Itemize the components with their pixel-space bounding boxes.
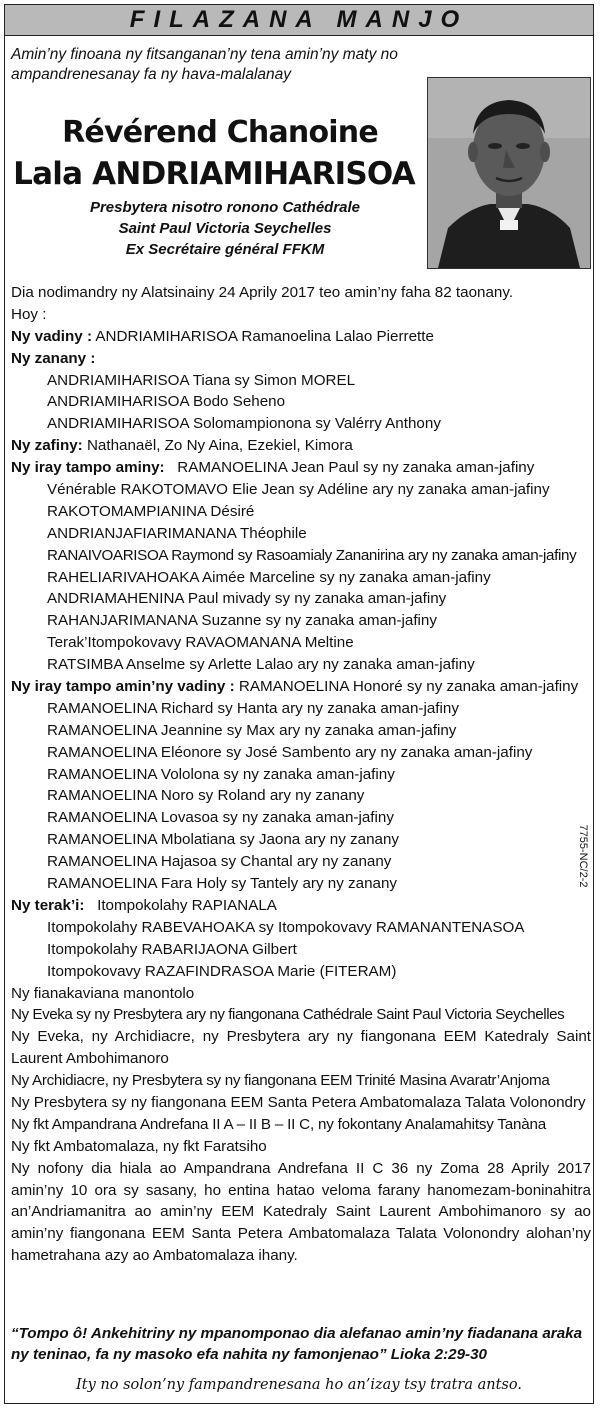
child-item: ANDRIAMIHARISOA Bodo Seheno	[47, 393, 286, 411]
spouse-sibling-item: RAMANOELINA Fara Holy sy Tantely ary ny zanany	[47, 875, 398, 893]
intro-text: Amin’ny finoana ny fitsanganan’ny tena amin’ny maty no ampandrenesanay fa ny hava-malalanay	[11, 46, 398, 83]
closing-line: Ny Archidiacre, ny Presbytera sy ny fiangonana EEM Trinité Masina Avaratr’Anjoma	[11, 1072, 550, 1090]
portrait-image	[428, 78, 590, 268]
spouse-sibling-item: RAMANOELINA Hajasoa sy Chantal ary ny zanany	[47, 853, 392, 871]
sibling-item: RAHANJARIMANANA Suzanne sy ny zanaka aman-jafiny	[47, 612, 437, 630]
siblings-label: Ny iray tampo aminy:	[11, 459, 165, 477]
children-label: Ny zanany :	[11, 349, 96, 367]
spouse-sibling-item: RAMANOELINA Vololona sy ny zanaka aman-jafiny	[47, 765, 395, 783]
spouse-sibling-item: RAMANOELINA Jeannine sy Max ary ny zanaka aman-jafiny	[47, 721, 457, 739]
closing-line: Ny Eveka, ny Archidiacre, ny Presbytera ary ny fiangonana EEM Katedraly Saint Laurent Ambohimanoro	[11, 1028, 591, 1068]
notice-body	[11, 282, 591, 1267]
spouse-sibling-item: RAMANOELINA Mbolatiana sy Jaona ary ny zanany	[47, 831, 400, 849]
relative-item: Itompokolahy RABARIJAONA Gilbert	[47, 940, 297, 958]
spouse-siblings-line	[11, 676, 591, 698]
reference-code: 7755-NC/2-2	[577, 824, 589, 888]
child-item: ANDRIAMIHARISOA Tiana sy Simon MOREL	[47, 371, 356, 389]
footer-note: Ity no solon’ny fampandrenesana ho an’izay tsy tratra antso.	[76, 1377, 522, 1393]
sibling-item: Terak’Itompokovavy RAVAOMANANA Meltine	[47, 634, 354, 652]
closing-line: Ny fianakaviana manontolo	[11, 984, 195, 1002]
spouse-siblings-label: Ny iray tampo amin’ny vadiny :	[11, 678, 235, 696]
spouse-sibling-item: RAMANOELINA Honoré sy ny zanaka aman-jafiny	[234, 678, 579, 696]
subtitle-line: Saint Paul Victoria Seychelles	[118, 220, 332, 237]
siblings-line	[11, 457, 591, 479]
spouse-sibling-item: RAMANOELINA Eléonore sy José Sambento ary ny zanaka aman-jafiny	[47, 743, 533, 761]
sibling-item: RANAIVOARISOA Raymond sy Rasoamialy Zananirina ary ny zanaka aman-jafiny	[47, 546, 577, 564]
spouse-sibling-item: RAMANOELINA Noro sy Roland ary ny zanany	[47, 787, 365, 805]
spouse-sibling-item: RAMANOELINA Richard sy Hanta ary ny zanaka aman-jafiny	[47, 699, 459, 717]
relative-item: Itompokolahy RABEVAHOAKA sy Itompokovavy RAMANANTENASOA	[47, 918, 525, 936]
relatives-label: Ny terak’i:	[11, 896, 85, 914]
sibling-item: RAKOTOMAMPIANINA Désiré	[47, 502, 255, 520]
subtitle-line: Ex Secrétaire général FFKM	[125, 241, 325, 258]
funeral-details: Ny nofony dia hiala ao Ampandrana Andrefana II C 36 ny Zoma 28 Aprily 2017 amin’ny 10 ora sy sasany, ho entina hatao veloma farany hanomezam-boninahitra an’Andriamanitra ao amin’ny EEM Katedraly Saint Laurent Ambohimanoro sy ao amin’ny fiangonana EEM Santa Petera Ambatomalaza Talata Volonondry alohan’ny hametrahana azy ao Ambatomalaza ihany.	[11, 1159, 591, 1265]
spouse-sibling-item: RAMANOELINA Lovasoa sy ny zanaka aman-jafiny	[47, 809, 394, 827]
sibling-item: RAHELIARIVAHOAKA Aimée Marceline sy ny zanaka aman-jafiny	[47, 568, 491, 586]
closing-line: Ny Presbytera sy ny fiangonana EEM Santa Petera Ambatomalaza Talata Volonondry	[11, 1093, 586, 1111]
notice-frame	[4, 4, 594, 1404]
spouse-name: ANDRIAMIHARISOA Ramanoelina Lalao Pierrette	[92, 327, 434, 345]
relatives-line	[11, 895, 591, 917]
grandchildren-names: Nathanaël, Zo Ny Aina, Ezekiel, Kimora	[82, 437, 353, 455]
hoy-label: Hoy :	[11, 305, 47, 323]
relative-item: Itompokovavy RAZAFINDRASOA Marie (FITERAM)	[47, 962, 397, 980]
closing-line: Ny fkt Ampandrana Andrefana II A – II B – II C, ny fokontany Analamahitsy Tanàna	[11, 1115, 547, 1133]
closing-line: Ny Eveka sy ny Presbytera ary ny fiangonana Cathédrale Saint Paul Victoria Seychelles	[11, 1006, 565, 1024]
scripture-quote: “Tompo ô! Ankehitriny ny mpanomponao dia alefanao amin’ny fiadanana araka ny teninao, fa ny masoko efa nahita ny famonjenao” Lioka 2:29-30	[11, 1325, 583, 1363]
sibling-item: ANDRIAMAHENINA Paul mivady sy ny zanaka aman-jafiny	[47, 590, 447, 608]
closing-line: Ny fkt Ambatomalaza, ny fkt Faratsiho	[11, 1137, 267, 1155]
announcement: Dia nodimandry ny Alatsinainy 24 Aprily 2017 teo amin’ny faha 82 taonany.	[11, 284, 514, 301]
sibling-item: Vénérable RAKOTOMAVO Elie Jean sy Adéline ary ny zanaka aman-jafiny	[47, 481, 550, 499]
sibling-item: RAMANOELINA Jean Paul sy ny zanaka aman-jafiny	[164, 459, 535, 477]
sibling-item: ANDRIANJAFIARIMANANA Théophile	[47, 524, 307, 542]
child-item: ANDRIAMIHARISOA Solomampionona sy Valérry Anthony	[47, 415, 441, 433]
spouse-label: Ny vadiny :	[11, 327, 93, 345]
grandchildren-line	[11, 435, 591, 457]
deceased-title: Révérend Chanoine	[62, 115, 378, 150]
relative-item: Itompokolahy RAPIANALA	[84, 896, 277, 914]
sibling-item: RATSIMBA Anselme sy Arlette Lalao ary ny zanaka aman-jafiny	[47, 656, 475, 674]
deceased-name: Lala ANDRIAMIHARISOA	[13, 156, 415, 192]
subtitle-line: Presbytera nisotro ronono Cathédrale	[89, 199, 361, 216]
spouse-line	[11, 326, 591, 348]
grandchildren-label: Ny zafiny:	[11, 437, 83, 455]
portrait-photo	[427, 77, 591, 269]
notice-banner: FILAZANA MANJO	[5, 5, 593, 36]
